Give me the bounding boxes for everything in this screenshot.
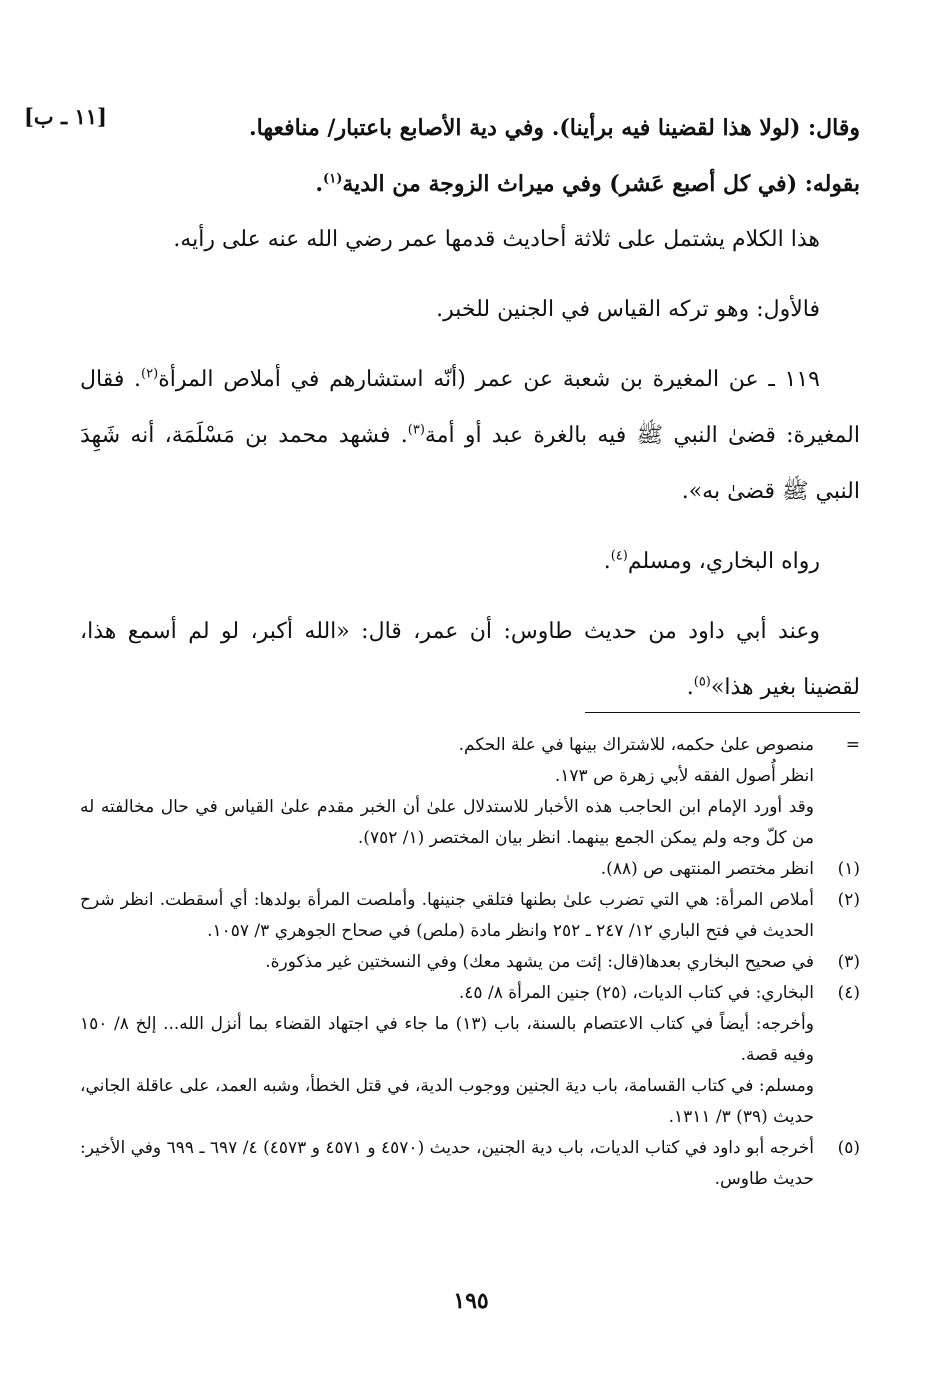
footnote-line: البخاري: في كتاب الديات، (٢٥) جنين المرأة ٨/ ٤٥. bbox=[458, 983, 814, 1003]
footnote-number: (٥) bbox=[837, 1138, 860, 1158]
footnote-number: (٣) bbox=[837, 952, 860, 972]
paragraph-7 bbox=[80, 604, 860, 716]
paragraph-1 bbox=[80, 100, 860, 156]
footnote-line: وأخرجه: أيضاً في كتاب الاعتصام بالسنة، باب (١٣) ما جاء في اجتهاد القضاء بما أنزل الله... إلخ ٨/ ١٥٠ وفيه قصة. bbox=[80, 1014, 814, 1065]
paragraph-2-tail: . bbox=[315, 171, 324, 197]
paragraph-3-text: هذا الكلام يشتمل على ثلاثة أحاديث قدمها عمر رضي الله عنه على رأيه. bbox=[173, 227, 820, 252]
paragraph-4-text: فالأول: وهو تركه القياس في الجنين للخبر. bbox=[436, 297, 820, 322]
footnotes bbox=[80, 730, 860, 1195]
hadith-119-part-1: ١١٩ ـ عن المغيرة بن شعبة عن عمر (أنّه استشارهم في أملاص المرأة bbox=[158, 367, 820, 392]
paragraph-2 bbox=[80, 156, 860, 212]
paragraph-3 bbox=[80, 212, 860, 268]
footnote-1 bbox=[80, 854, 860, 885]
page-number: ١٩٥ bbox=[453, 1288, 489, 1314]
footnote-line: منصوص علىٰ حكمه، للاشتراك بينها في علة الحكم. bbox=[458, 735, 814, 755]
paragraph-7-tail: . bbox=[686, 675, 694, 700]
paragraph-1-text: وقال: (لولا هذا لقضينا فيه برأينا). وفي دية الأصابع باعتبار/ منافعها. bbox=[249, 115, 860, 141]
folio-marker: [١١ ـ ب] bbox=[24, 104, 107, 129]
footnote-4 bbox=[80, 978, 860, 1133]
footnote-ref-5: (٥) bbox=[693, 674, 711, 690]
footnote-line: أخرجه أبو داود في كتاب الديات، باب دية الجنين، حديث (٤٥٧٠ و ٤٥٧١ و ٤٥٧٣) ٤/ ٦٩٧ ـ ٦٩٩ وفي الأخير: حديث طاوس. bbox=[80, 1138, 814, 1189]
footnote-number: = bbox=[845, 735, 860, 755]
main-text bbox=[80, 100, 860, 716]
footnote-number: (٢) bbox=[837, 890, 860, 910]
paragraph-6-tail: . bbox=[603, 549, 611, 574]
footnote-ref-1: (١) bbox=[323, 171, 343, 187]
footnote-divider bbox=[585, 712, 860, 713]
footnote-line: وقد أورد الإمام ابن الحاجب هذه الأخبار للاستدلال علىٰ أن الخبر مقدم علىٰ القياس في حال مخالفته له من كلّ وجه ولم يمكن الجمع بينهما. انظر بيان المختصر (١/ ٧٥٢). bbox=[80, 797, 814, 848]
paragraph-2-text: بقوله: (في كل أصبع عَشر) وفي ميراث الزوجة من الدية bbox=[342, 171, 860, 197]
footnote-5 bbox=[80, 1133, 860, 1195]
paragraph-6-text: رواه البخاري، ومسلم bbox=[627, 549, 820, 574]
hadith-119-part-2: . فقال المغيرة: قضىٰ النبي ﷺ فيه بالغرة عبد أو أمة bbox=[80, 367, 860, 448]
hadith-119 bbox=[80, 352, 860, 520]
footnote-ref-4: (٤) bbox=[610, 548, 628, 564]
footnote-line: أملاص المرأة: هي التي تضرب علىٰ بطنها فتلقي جنينها. وأملصت المرأة بولدها: أي أسقطت. انظر شرح الحديث في فتح الباري ١٢/ ٢٤٧ ـ ٢٥٢ وانظر مادة (ملص) في صحاح الجوهري ٣/ ١٠٥٧. bbox=[80, 890, 814, 941]
footnote-3 bbox=[80, 947, 860, 978]
footnote-line: ومسلم: في كتاب القسامة، باب دية الجنين ووجوب الدية، في قتل الخطأ، وشبه العمد، على عاقلة الجاني، حديث (٣٩) ٣/ ١٣١١. bbox=[80, 1076, 814, 1127]
paragraph-7-text: وعند أبي داود من حديث طاوس: أن عمر، قال: «الله أكبر، لو لم أسمع هذا، لقضينا بغير هذا» bbox=[80, 619, 860, 700]
footnote-number: (١) bbox=[837, 859, 860, 879]
paragraph-6 bbox=[80, 534, 860, 590]
footnote-line: انظر مختصر المنتهى ص (٨٨). bbox=[600, 859, 814, 879]
hadith-119-part-3: . فشهد محمد بن مَسْلَمَة، أنه شَهِدَ النبي ﷺ قضىٰ به». bbox=[80, 423, 860, 504]
footnote-ref-2: (٢) bbox=[141, 366, 159, 382]
paragraph-4 bbox=[80, 282, 860, 338]
footnote-line: انظر أُصول الفقه لأبي زهرة ص ١٧٣. bbox=[554, 766, 814, 786]
footnote-continued bbox=[80, 730, 860, 854]
footnote-line: في صحيح البخاري بعدها(قال: إئت من يشهد معك) وفي النسختين غير مذكورة. bbox=[265, 952, 814, 972]
footnote-2 bbox=[80, 885, 860, 947]
footnote-ref-3: (٣) bbox=[407, 422, 425, 438]
footnote-number: (٤) bbox=[837, 983, 860, 1003]
